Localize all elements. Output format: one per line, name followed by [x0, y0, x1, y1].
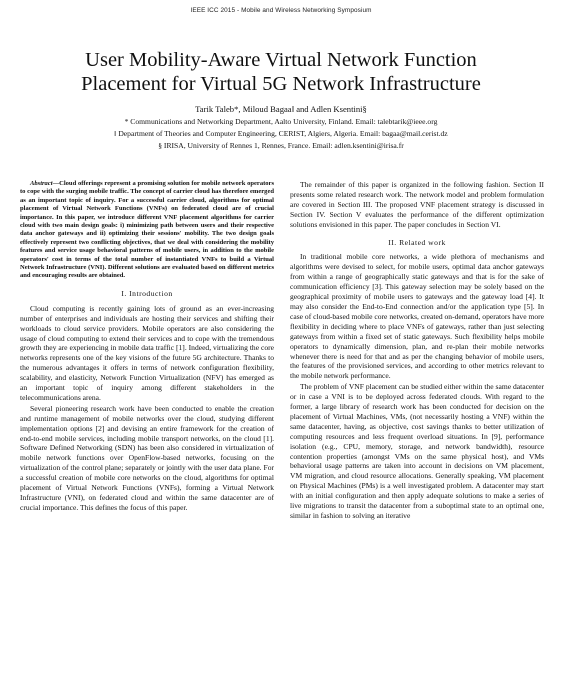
- affiliation-2: ‖ Department of Theories and Computer Engineering, CERIST, Algiers, Algeria. Email: bagaa@mail.cerist.dz: [114, 129, 448, 138]
- remainder-paragraph: The remainder of this paper is organized in the following fashion. Section II presents some related research work. The network model and problem formulation are covered in Section III. The proposed VNF placement strategy is discussed in Section IV. Section V evaluates the performance of the different optimization solutions envisioned in this paper. The paper concludes in Section VI.: [290, 180, 544, 229]
- related-paragraph-2: The problem of VNF placement can be studied either within the same datacenter or in case a VNI is to be deployed across federated clouds. With regard to the former, a large library of research work has been conducted for decision on the placement of Virtual Machines, VMs, (not necessarily hosting a VNF) within the same datacenter, having, as objective, cost savings thanks to better utilization of computing resources and less frequent overload situations. In [9], performance isolation (e.g., CPU, memory, storage, and network bandwidth), resource contention properties (amongst VMs on the same physical host), and VMs behavioral usage patterns are taken into account in decisions on VM placement, VM migration, and cloud resource allocations. Generally speaking, VM placement on Physical Machines (PMs) is a well investigated problem. A datacenter may start with an initial configuration and then apply adequate solutions to make a series of live migrations to transit the datacenter from a suboptimal state to an optimal one, similar in fashion to solving an iterative: [290, 382, 544, 520]
- related-paragraph-1: In traditional mobile core networks, a wide plethora of mechanisms and algorithms were devised to select, for mobile users, optimal data anchor gateways from within a range of geographically static gateways and that is for the sake of communication efficiency [3]. This gateway selection may be solely based on the geographical proximity of mobile users to gateways and the gateway load [4]. It may also consider the End-to-End connection and/or the application type [5]. In case of cloud-based mobile core networks, created on-demand, operators have more flexibility in deciding where to place VNFs of gateways, rather than just selecting gateways from within a fixed set of static gateways. Such flexibility helps mobile operators to dynamically dimension, plan, and re-plan their mobile networks whenever there is need for that and as per the changing behavior of mobile users, the features of the provisioned services, and according to other metrics relevant to the mobile network performance.: [290, 252, 544, 381]
- intro-paragraph-1: Cloud computing is recently gaining lots of ground as an ever-increasing number of enterprises and individuals are hosting their services and shifting their workloads to cloud service providers. Mobile operators are also considering the usage of cloud computing to extend their services and to cope with the tremendous growth they are experiencing in mobile data traffic [1]. Indeed, virtualizing the core networks represents one of the key visions of the future 5G architecture. Thanks to the numerous advantages it offers in terms of network configuration flexibility, scalability, and elasticity, Network Function Virtualization (NFV) has emerged as an important topic of inquiry among different stakeholders in the telecommunications arena.: [20, 303, 274, 402]
- abstract: [20, 180, 274, 281]
- title-line-1: User Mobility-Aware Virtual Network Function: [85, 49, 477, 71]
- affiliation-3: § IRISA, University of Rennes 1, Rennes, France. Email: adlen.ksentini@irisa.fr: [158, 141, 404, 150]
- intro-paragraph-2: Several pioneering research work have been conducted to enable the creation and runtime management of mobile networks over the cloud, studying different implementation options [2] and devising an entire framework for the creation of end-to-end mobile services, including mobile transport networks, on the cloud [1]. Software Defined Networking (SDN) has been also considered in virtualization of mobile network functions over OpenFlow-based networks, focusing on the virtualization of the control plane; separately or jointly with the user data plane. For a successful creation of mobile core networks on the cloud, algorithms for optimal placement of Virtual Network Functions (VNFs), forming a Virtual Network Infrastructure (VNI), on federated cloud and within the same datacenter are of crucial importance. This defines the focus of this paper.: [20, 403, 274, 512]
- paper-title: [20, 48, 542, 96]
- left-column: [20, 180, 274, 514]
- author-list: Tarik Taleb*, Miloud Bagaa‖ and Adlen Ksentini§: [195, 104, 367, 114]
- title-line-2: Placement for Virtual 5G Network Infrastructure: [81, 73, 481, 95]
- section-heading-related-work: II. Related work: [388, 237, 446, 247]
- abstract-text: —Cloud offerings represent a promising solution for mobile network operators to cope with the surging mobile traffic. The concept of carrier cloud has therefore emerged as an important topic of inquiry. For a successful carrier cloud, algorithms for optimal placement of Virtual Network Functions (VNFs) on federated cloud are of crucial importance. In this paper, we introduce different VNF placement algorithms for carrier cloud with two main design goals: i) minimizing path between users and their respective data anchor gateways and ii) optimizing their sessions' mobility. The two design goals effectively represent two conflicting objectives, that we deal with considering the mobility features and service usage behavioral patterns of mobile users, in addition to the mobile operators' cost in terms of the total number of instantiated VNFs to build a Virtual Network Infrastructure (VNI). Different solutions are evaluated based on different metrics and encouraging results are obtained.: [20, 180, 274, 280]
- abstract-lead: Abstract: [30, 180, 53, 187]
- section-heading-introduction: I. Introduction: [121, 288, 173, 298]
- affiliation-1: * Communications and Networking Department, Aalto University, Finland. Email: talebtarik@ieee.org: [124, 117, 438, 126]
- running-head: IEEE ICC 2015 - Mobile and Wireless Networking Symposium: [190, 7, 372, 14]
- right-column: [290, 180, 544, 522]
